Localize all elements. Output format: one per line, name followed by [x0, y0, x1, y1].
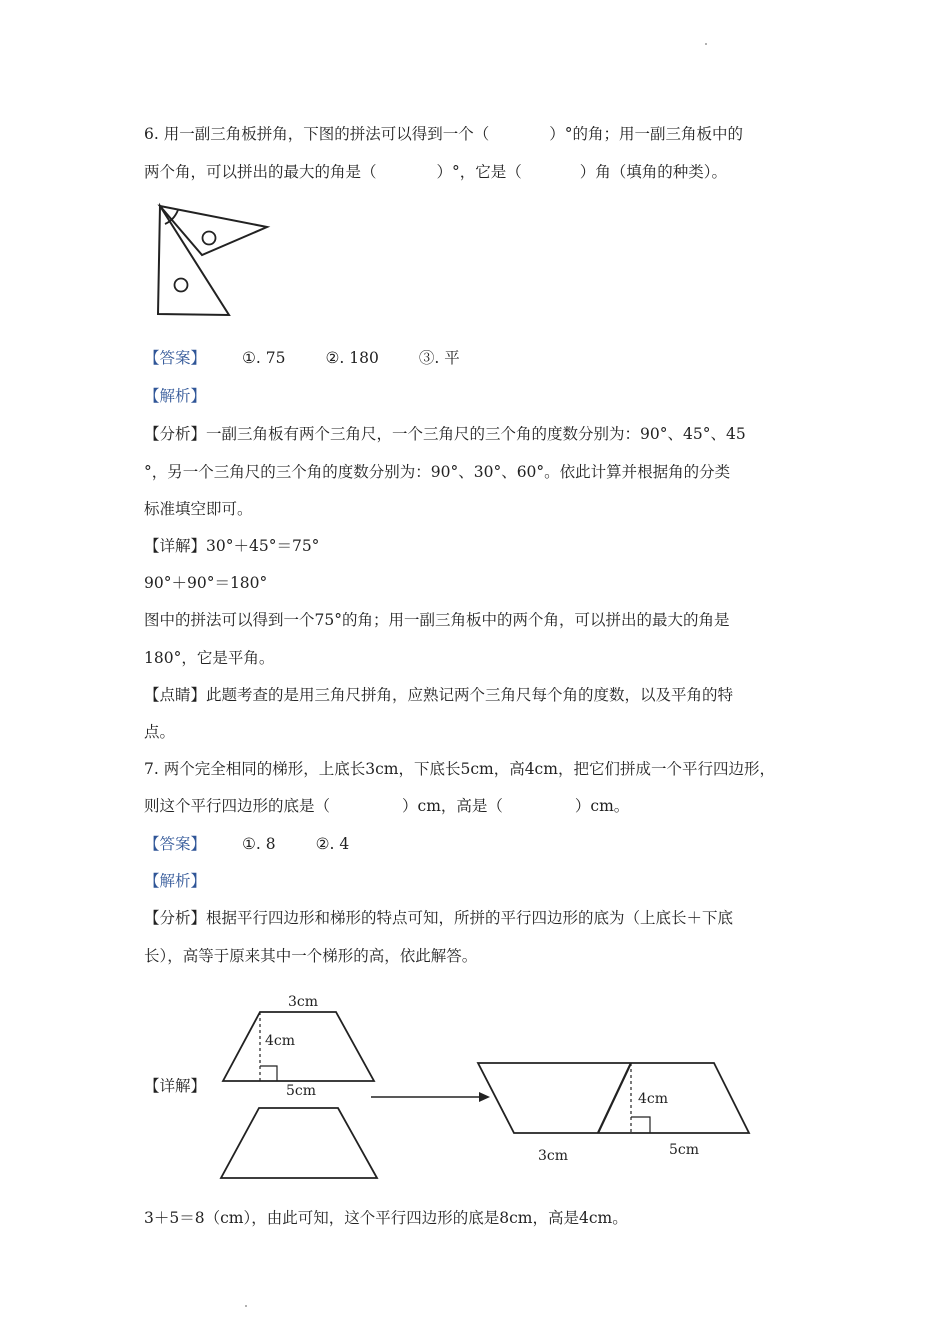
q7-fenxi-line-1: 【分析】根据平行四边形和梯形的特点可知，所拼的平行四边形的底为（上底长＋下底 [144, 909, 734, 927]
q7-fenxi-line-2: 长），高等于原来其中一个梯形的高，依此解答。 [144, 947, 478, 965]
answer-item: ①. 8 [242, 835, 276, 853]
q6-dianjing-line-1: 【点睛】此题考查的是用三角尺拼角，应熟记两个三角尺每个角的度数，以及平角的特 [144, 686, 734, 704]
label-para-height: 4cm [638, 1091, 669, 1107]
q6-xiangjie-line-4: 180°，它是平角。 [144, 649, 275, 667]
answer-item: ②. 4 [315, 835, 350, 853]
label-top: 3cm [288, 994, 319, 1010]
q6-fenxi-line-1: 【分析】一副三角板有两个三角尺，一个三角尺的三个角的度数分别为：90°、45°、45 [144, 425, 746, 443]
label-para-left: 3cm [538, 1148, 569, 1164]
q6-dianjing-line-2: 点。 [144, 723, 176, 741]
q6-xiangjie-line-1: 【详解】30°＋45°＝75° [144, 537, 320, 555]
right-angle-mark [631, 1117, 650, 1133]
answer-item: ①. 75 [242, 349, 286, 367]
answer-tag: 【答案】 [144, 835, 207, 853]
q7-jiexi-tag: 【解析】 [144, 872, 207, 890]
q7-line-1: 7. 两个完全相同的梯形，上底长3cm，下底长5cm，高4cm，把它们拼成一个平行四边形， [144, 760, 775, 778]
q6-fenxi-line-3: 标准填空即可。 [144, 500, 253, 518]
answer-item: ②. 180 [325, 349, 379, 367]
trapezoid-upper [223, 1012, 374, 1081]
q6-jiexi-tag: 【解析】 [144, 387, 207, 405]
q6-xiangjie-line-3: 图中的拼法可以得到一个75°的角；用一副三角板中的两个角，可以拼出的最大的角是 [144, 611, 730, 629]
label-para-right: 5cm [669, 1142, 700, 1158]
answer-item: ③. 平 [418, 349, 460, 367]
arrow-head [479, 1092, 490, 1102]
q7-xiangjie-tag: 【详解】 [144, 1077, 207, 1095]
q6-fenxi-line-2: °，另一个三角尺的三个角的度数分别为：90°、30°、60°。依此计算并根据角的分类 [144, 463, 731, 481]
q6-line-1: 6. 用一副三角板拼角，下图的拼法可以得到一个（ ）°的角；用一副三角板中的 [144, 125, 743, 143]
answer-tag: 【答案】 [144, 349, 207, 367]
q6-xiangjie-line-2: 90°＋90°＝180° [144, 574, 268, 592]
q7-final-line: 3＋5＝8（cm），由此可知，这个平行四边形的底是8cm，高是4cm。 [144, 1209, 628, 1227]
q6-line-2: 两个角，可以拼出的最大的角是（ ）°，它是（ ）角（填角的种类）。 [144, 163, 728, 181]
footer-dot [245, 1305, 247, 1307]
label-height: 4cm [265, 1033, 296, 1049]
trapezoid-lower [221, 1108, 377, 1178]
parallelogram-divider [598, 1063, 631, 1133]
q7-line-2: 则这个平行四边形的底是（ ）cm，高是（ ）cm。 [144, 797, 630, 815]
right-angle-mark [260, 1066, 277, 1081]
label-bottom: 5cm [286, 1083, 317, 1099]
